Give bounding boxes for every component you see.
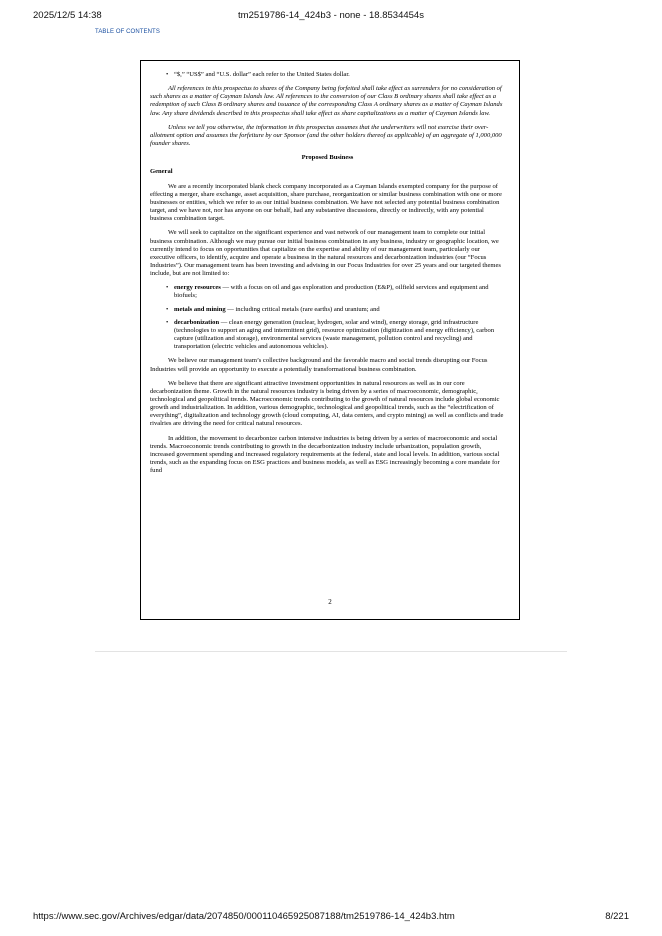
paragraph-opportunities: We believe that there are significant attractive investment opportunities in natural resources as well as in our core decarbonization theme. Growth in the natural resources industry is being driven by a series of macroeconomic, demographic, technological and geopolitical trends. Macroeconomic trends contributing to the growth of natural resources include global economic growth and industrialization. In addition, various demographic, technological and geopolitical trends, such as the “electrification of everything”, digitalization and technology growth (cloud computing, AI, data centers, and crypto mining) as well as conflicts and trade rivalries are driving the need for critical natural resources.	[150, 379, 504, 428]
list-item-term: energy resources	[174, 284, 221, 292]
bullet-icon: •	[166, 71, 169, 78]
print-url: https://www.sec.gov/Archives/edgar/data/2074850/000110465925087188/tm2519786-14_424b3.htm	[33, 911, 455, 922]
paragraph-general: We are a recently incorporated blank check company incorporated as a Cayman Islands exempted company for the purpose of effecting a merger, share exchange, asset acquisition, share purchase, reorganization or similar business combination with one or more businesses or entities, which we refer to as our initial business combination. We have not selected any potential business combination target, and we have not, nor has anyone on our behalf, had any substantive discussions, directly or indirectly, with any potential business combination target.	[150, 182, 502, 223]
print-datetime: 2025/12/5 14:38	[33, 10, 102, 21]
list-item-term: decarbonization	[174, 318, 220, 326]
list-item-text: “$,” “US$” and “U.S. dollar” each refer to the United States dollar.	[174, 71, 350, 78]
table-of-contents-link[interactable]: TABLE OF CONTENTS	[95, 29, 160, 35]
subsection-title: General	[150, 168, 173, 176]
list-item	[150, 319, 505, 352]
paragraph-strategy: We will seek to capitalize on the significant experience and vast network of our management team to complete our initial business combination. Although we may pursue our initial business combination in any business, industry or geographic location, we currently intend to focus on opportunities that capitalize on the expertise and ability of our management team, particularly our executive officers, to identify, acquire and operate a business in the natural resources and decarbonization industries (our “Focus Industries”). Our management team has been investing and advising in our Focus Industries for over 25 years and our targeted themes include, but are not limited to:	[150, 229, 501, 278]
page-separator	[95, 651, 567, 652]
document-page	[140, 60, 520, 620]
list-item	[150, 284, 505, 300]
list-item	[150, 71, 505, 79]
list-item-text: — clean energy generation (nuclear, hydrogen, solar and wind), energy storage, grid infrastructure (technologies to support an aging and intermittent grid), resource optimization (digitization and energy efficiency), carbon capture (utilization and storage), environmental services (waste management, pollution control and recycling) and transportation (electric vehicles and autonomous vehicles).	[174, 318, 495, 351]
paragraph-cayman-law: All references in this prospectus to shares of the Company being forfeited shall take effect as surrenders for no consideration of such shares as a matter of Cayman Islands law. All references to the conversion of our Class B ordinary shares shall take effect as a redemption of such Class B ordinary shares and issuance of the corresponding Class A ordinary shares as a matter of Cayman Islands law. Any share dividends described in this prospectus shall take effect as share capitalizations as a matter of Cayman Islands law.	[150, 85, 503, 117]
list-item-text: — with a focus on oil and gas exploration and production (E&P), oilfield services and equipment and biofuels;	[174, 284, 489, 300]
section-title: Proposed Business	[301, 154, 354, 162]
print-footer	[33, 911, 629, 925]
page-number: 2	[328, 598, 332, 606]
definition-list	[150, 71, 505, 79]
list-item-text: — including critical metals (rare earths) and uranium; and	[225, 305, 380, 313]
paragraph-decarbonization: In addition, the movement to decarbonize carbon intensive industries is being driven by a series of macroeconomic and social trends. Macroeconomic trends contributing to growth in the decarbonization industry include urbanization, population growth, increased government spending and increased regulatory requirements at the federal, state and local levels. In addition, various social trends, such as the expanding focus on ESG practices and business models, as well as ESG increasingly becoming a core mandate for fund	[150, 434, 500, 475]
paragraph-assumptions: Unless we tell you otherwise, the information in this prospectus assumes that the underwriters will not exercise their over-allotment option and assumes the forfeiture by our Sponsor (and the other holders thereof as applicable) of an aggregate of 1,000,000 founder shares.	[150, 123, 502, 148]
bullet-icon: •	[166, 284, 169, 292]
list-item-term: metals and mining	[174, 305, 226, 313]
bullet-icon: •	[166, 318, 169, 326]
paragraph-background: We believe our management team’s collective background and the favorable macro and social trends disrupting our Focus Industries will provide an opportunity to execute a potentially transformational business combination.	[150, 357, 488, 373]
themes-list	[150, 284, 505, 351]
print-header	[33, 10, 629, 24]
list-item	[150, 306, 505, 314]
print-page-count: 8/221	[605, 911, 629, 922]
print-doc-title: tm2519786-14_424b3 - none - 18.8534454s	[238, 10, 424, 21]
bullet-icon: •	[166, 305, 169, 313]
